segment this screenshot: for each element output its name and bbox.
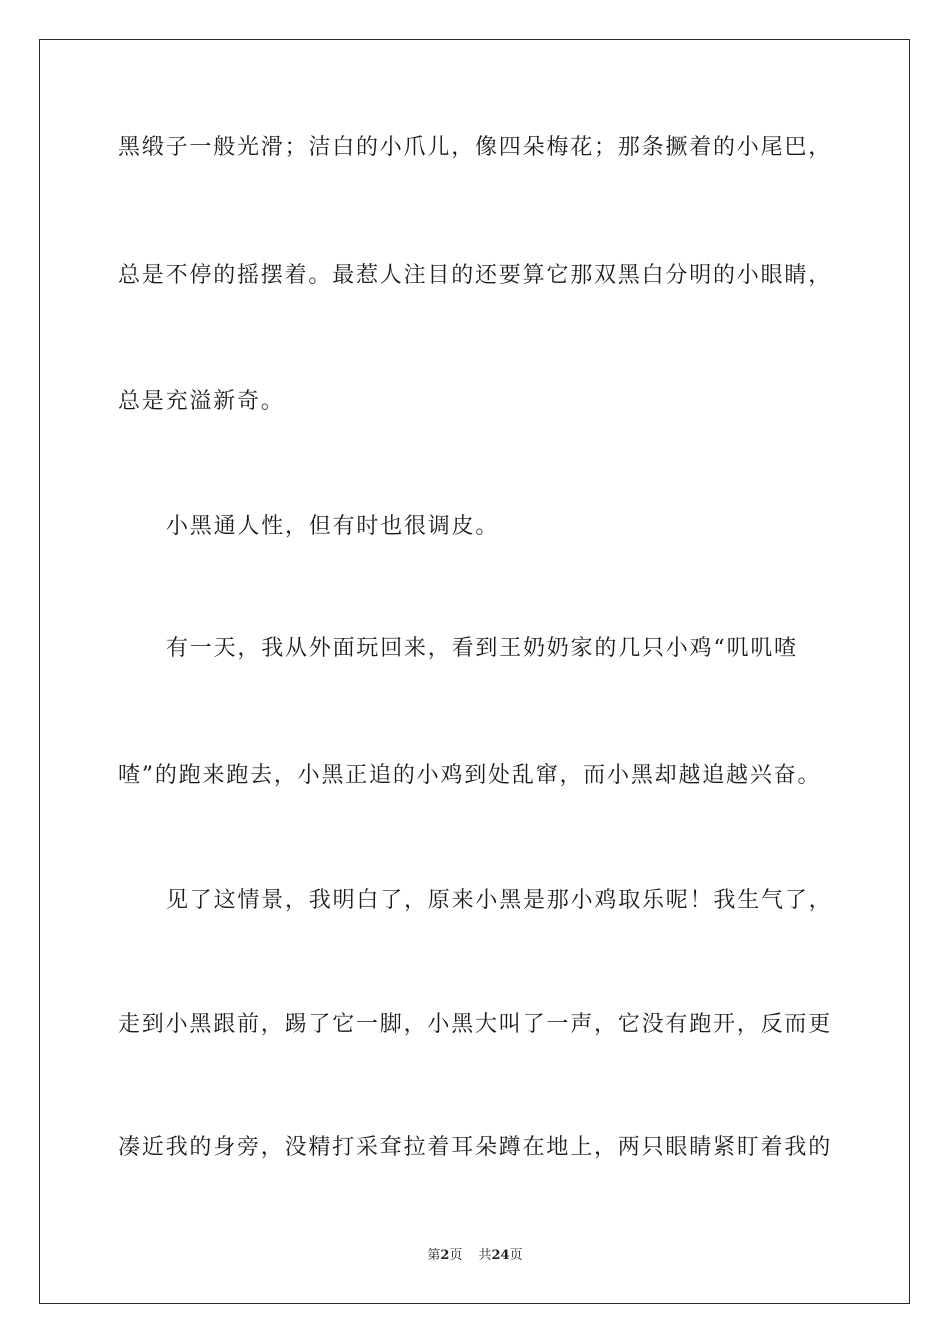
text-line: 总是充溢新奇。 xyxy=(118,389,285,414)
footer-page-number: 2 xyxy=(440,1248,450,1263)
footer-total-number: 24 xyxy=(491,1248,510,1263)
footer-total-prefix: 共 xyxy=(478,1248,492,1263)
footer-page-suffix: 页 xyxy=(449,1248,463,1263)
text-line: 走到小黑跟前，踢了它一脚，小黑大叫了一声，它没有跑开，反而更 xyxy=(118,1012,833,1037)
page-footer xyxy=(0,1247,950,1265)
footer-total-suffix: 页 xyxy=(509,1248,523,1263)
text-line: 喳”的跑来跑去，小黑正追的小鸡到处乱窜，而小黑却越追越兴奋。 xyxy=(118,763,822,788)
text-line: 凑近我的身旁，没精打采耷拉着耳朵蹲在地上，两只眼睛紧盯着我的 xyxy=(118,1135,833,1160)
page-border xyxy=(39,39,910,1304)
text-line: 总是不停的摇摆着。最惹人注目的还要算它那双黑白分明的小眼睛， xyxy=(118,263,833,288)
footer-page-prefix: 第 xyxy=(427,1248,441,1263)
paragraph-start-line: 小黑通人性，但有时也很调皮。 xyxy=(166,514,500,539)
text-line: 黑缎子一般光滑；洁白的小爪儿，像四朵梅花；那条撅着的小尾巴， xyxy=(118,135,833,160)
paragraph-start-line: 有一天，我从外面玩回来，看到王奶奶家的几只小鸡“叽叽喳 xyxy=(166,636,798,661)
paragraph-start-line: 见了这情景，我明白了，原来小黑是那小鸡取乐呢！我生气了， xyxy=(166,888,833,913)
